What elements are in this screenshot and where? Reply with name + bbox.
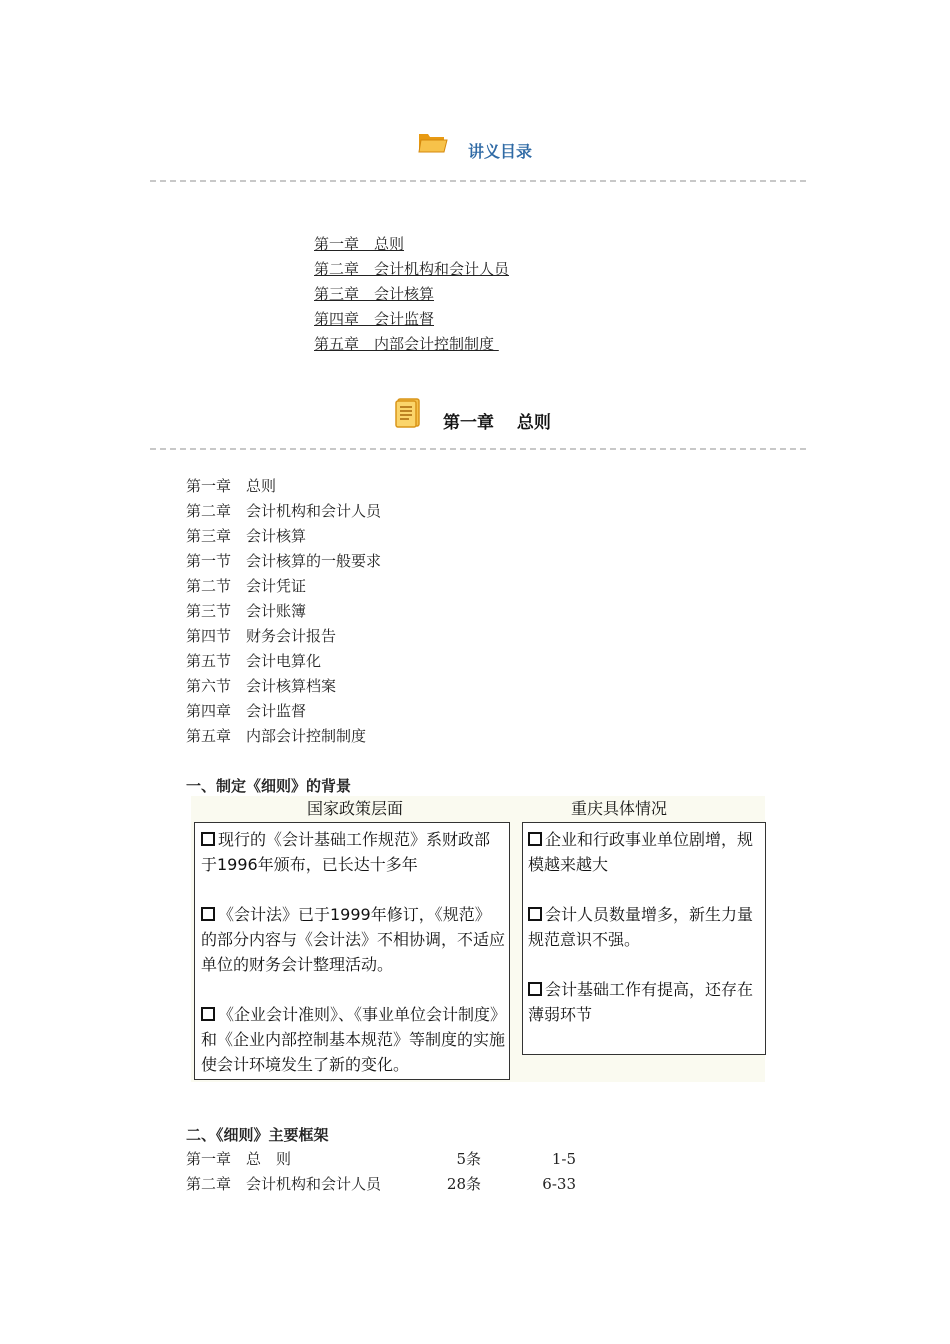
toc-list (314, 232, 509, 357)
divider (150, 180, 806, 182)
checkbox-icon (201, 907, 215, 921)
toc-link-ch4[interactable]: 第四章 会计监督 (314, 310, 435, 328)
outline-item: 第五章 内部会计控制制度 (186, 727, 367, 745)
checkbox-icon (201, 832, 215, 846)
document-icon (395, 398, 421, 428)
range-cell: 6-33 (542, 1175, 576, 1193)
section-heading: 二、《细则》主要框架 (186, 1126, 329, 1144)
right-item: 企业和行政事业单位剧增，规模越来越大 (528, 830, 754, 874)
divider (150, 448, 806, 450)
chapter-cell: 第二章 会计机构和会计人员 (186, 1175, 382, 1193)
left-item: 《企业会计准则》、《事业单位会计制度》和《企业内部控制基本规范》等制度的实施使会计环境发生了新的变化。 (201, 1005, 506, 1074)
chapter-outline (186, 474, 381, 749)
left-item: 《会计法》已于1999年修订，《规范》的部分内容与《会计法》不相协调，不适应单位的财务会计整理活动。 (201, 905, 506, 974)
framework-table (186, 1147, 606, 1197)
outline-item: 第二节 会计凭证 (186, 577, 307, 595)
outline-item: 第四章 会计监督 (186, 702, 307, 720)
right-item: 会计人员数量增多，新生力量规范意识不强。 (528, 905, 754, 949)
table-row (186, 1147, 606, 1172)
background-diagram (191, 796, 765, 1082)
count-cell: 28条 (446, 1175, 481, 1193)
outline-item: 第六节 会计核算档案 (186, 677, 337, 695)
column-header-right: 重庆具体情况 (571, 799, 668, 818)
outline-item: 第一章 总则 (186, 477, 277, 495)
toc-link-ch5[interactable]: 第五章 内部会计控制制度 (314, 335, 499, 353)
checkbox-icon (528, 982, 542, 996)
outline-item: 第二章 会计机构和会计人员 (186, 502, 382, 520)
chapter-title: 第一章 总则 (443, 413, 551, 433)
outline-item: 第一节 会计核算的一般要求 (186, 552, 382, 570)
outline-item: 第三章 会计核算 (186, 527, 307, 545)
count-cell: 5条 (456, 1150, 481, 1168)
right-box (522, 822, 766, 1055)
table-row (186, 1172, 606, 1197)
left-box (194, 822, 510, 1080)
toc-link-ch3[interactable]: 第三章 会计核算 (314, 285, 435, 303)
outline-item: 第四节 财务会计报告 (186, 627, 337, 645)
checkbox-icon (201, 1007, 215, 1021)
toc-title: 讲义目录 (468, 142, 533, 161)
toc-link-ch2[interactable]: 第二章 会计机构和会计人员 (314, 260, 510, 278)
checkbox-icon (528, 832, 542, 846)
outline-item: 第五节 会计电算化 (186, 652, 322, 670)
checkbox-icon (528, 907, 542, 921)
chapter-cell: 第一章 总 则 (186, 1150, 292, 1168)
section-heading: 一、制定《细则》的背景 (186, 777, 352, 795)
outline-item: 第三节 会计账簿 (186, 602, 307, 620)
folder-icon (418, 130, 448, 154)
toc-link-ch1[interactable]: 第一章 总则 (314, 235, 405, 253)
right-item: 会计基础工作有提高，还存在薄弱环节 (528, 980, 754, 1024)
range-cell: 1-5 (551, 1150, 576, 1168)
column-header-left: 国家政策层面 (307, 799, 404, 818)
left-item: 现行的《会计基础工作规范》系财政部于1996年颁布，已长达十多年 (201, 830, 491, 874)
